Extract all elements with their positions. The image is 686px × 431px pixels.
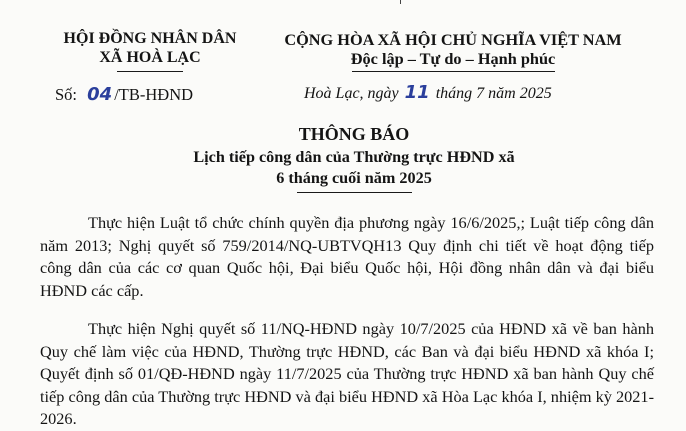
- left-header-underline: [117, 71, 183, 72]
- document-number: [55, 84, 193, 105]
- commune-name: XÃ HOÀ LẠC: [99, 49, 201, 66]
- body-paragraph-2: Thực hiện Nghị quyết số 11/NQ-HĐND ngày 10/7/2025 của HĐND xã về ban hành Quy chế làm việc của HĐND, Thường trực HĐND, các Ban và đại biểu HĐND xã khóa I; Quyết định số 01/QĐ-HĐND ngày 11/7/2025 của Thường trực HĐND xã ban hành Quy chế tiếp công dân của Thường trực HĐND và đại biểu HĐND xã Hòa Lạc khóa I, nhiệm kỳ 2021-2026.: [40, 319, 654, 428]
- document-title: THÔNG BÁO: [298, 124, 410, 144]
- body-paragraph-1: Thực hiện Luật tổ chức chính quyền địa phương ngày 16/6/2025,; Luật tiếp công dân năm 2013; Nghị quyết số 759/2014/NQ-UBTVQH13 Quy định chi tiết về hoạt động tiếp công dân của các cơ quan Quốc hội, Đại biểu Quốc hội, Hội đồng nhân dân và đại biểu HĐND các cấp.: [40, 213, 654, 300]
- document-subtitle-line1: Lịch tiếp công dân của Thường trực HĐND xã: [193, 148, 515, 166]
- nation-name: CỘNG HÒA XÃ HỘI CHỦ NGHĨA VIỆT NAM: [284, 30, 622, 49]
- document-subtitle-line2: 6 tháng cuối năm 2025: [276, 169, 432, 187]
- date-day-handwritten: 11: [404, 82, 430, 103]
- motto-underline: [352, 71, 555, 72]
- issue-date: [304, 82, 552, 103]
- issuing-organization: HỘI ĐỒNG NHÂN DÂN: [63, 30, 237, 47]
- page-top-mark: [400, 0, 401, 4]
- number-prefix: Số:: [55, 85, 78, 104]
- date-suffix: tháng 7 năm 2025: [435, 85, 552, 102]
- national-motto: Độc lập – Tự do – Hạnh phúc: [350, 49, 556, 68]
- number-suffix: /TB-HĐND: [114, 85, 194, 104]
- date-prefix: Hoà Lạc, ngày: [304, 85, 399, 102]
- number-handwritten: 04: [87, 84, 113, 105]
- title-underline: [297, 192, 412, 193]
